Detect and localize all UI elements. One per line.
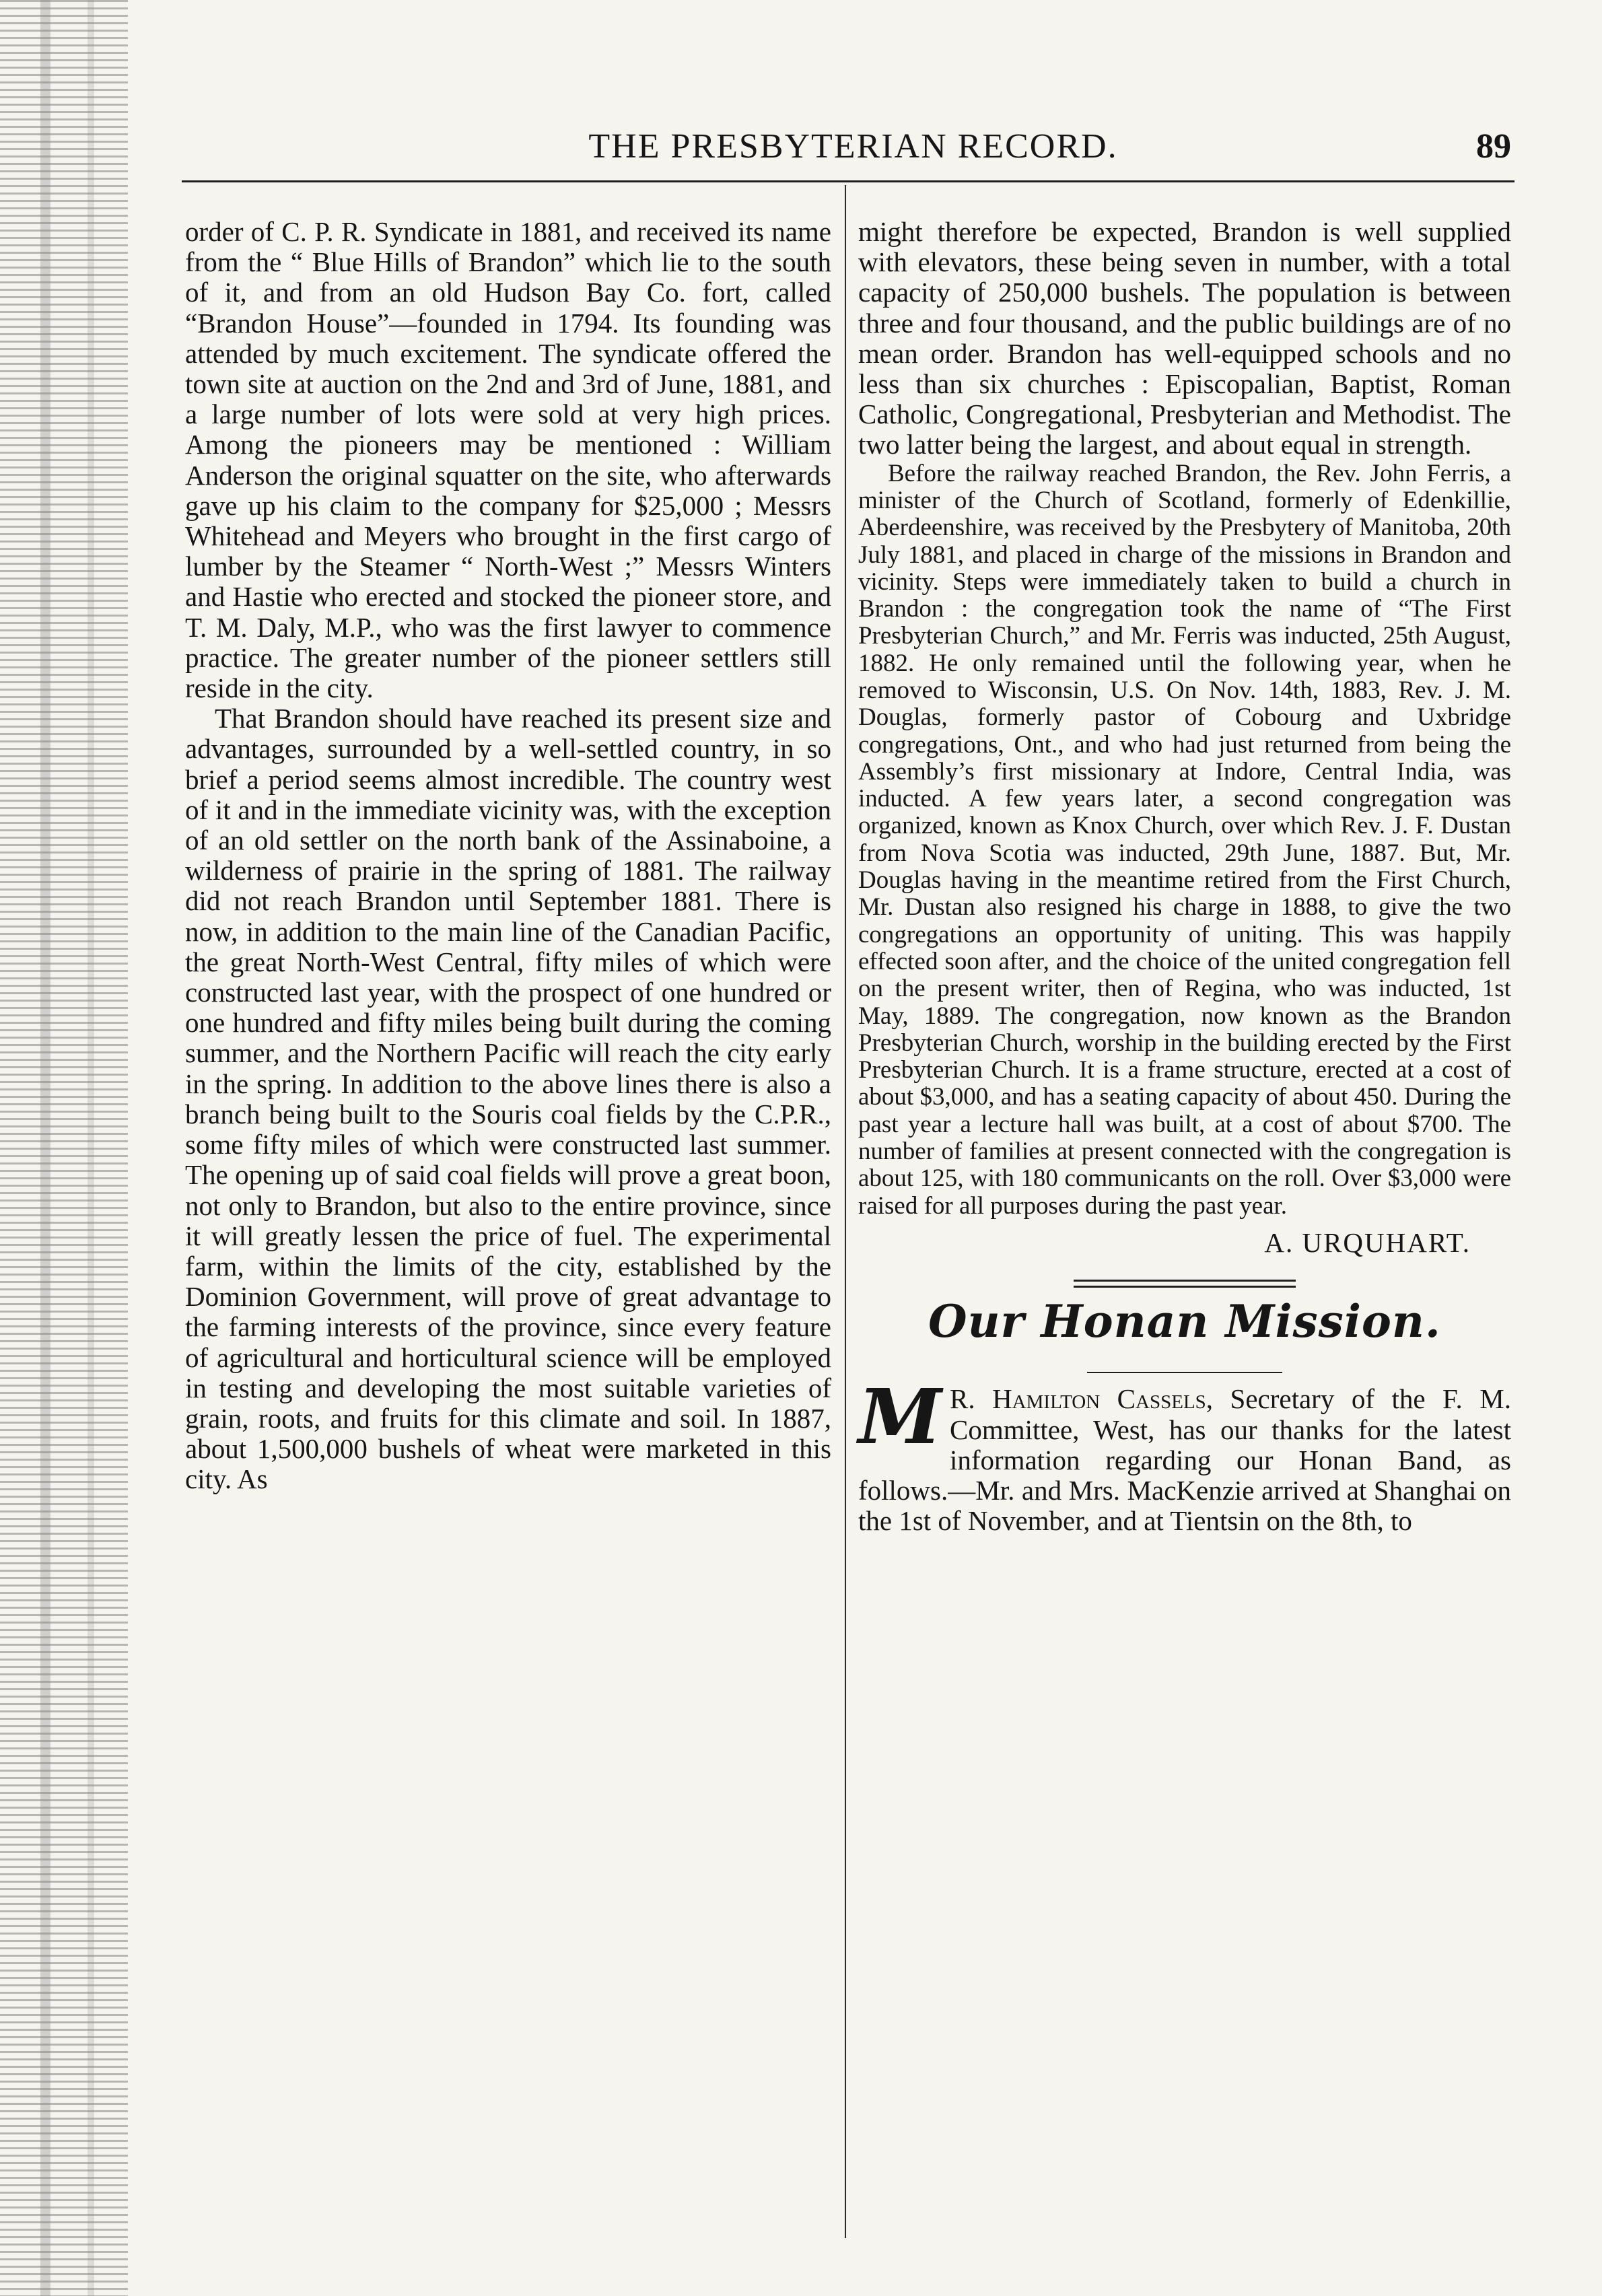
heading-rule — [1087, 1372, 1282, 1373]
mission-paragraph — [858, 1373, 1511, 1537]
column-divider — [845, 185, 846, 2238]
header-rule — [182, 180, 1514, 182]
author-signature: A. URQUHART. — [1264, 1226, 1471, 1258]
drop-cap: M — [858, 1373, 942, 1462]
running-header — [195, 121, 1511, 168]
right-paragraph-1: might therefore be expected, Brandon is well supplied with elevators, these being seven in number, with a total capacity of 250,000 bushels. The population is between three and four thousand, and the public buildings are of no mean order. Brandon has well-equipped schools and no less than six churches : Episcopalian, Baptist, Roman Catholic, Congregational, Presbyterian and Methodist. The two latter being the largest, and about equal in strength. — [858, 216, 1511, 460]
page-number: 89 — [1476, 127, 1511, 166]
mission-body: Secretary of the F. M. Committee, West, has our thanks for the latest information regarding our Honan Band, as follows.—Mr. and Mrs. MacKenzie arrived at Shanghai on the 1st of November, and at Tientsin on the 8th, to — [858, 1383, 1511, 1537]
left-paragraph-2: That Brandon should have reached its present size and advantages, surrounded by a well-settled country, in so brief a period seems almost incredible. The country west of it and in the immediate vicinity was, with the exception of an old settler on the north bank of the Assinaboine, a wilderness of prairie in the spring of 1881. The railway did not reach Brandon until September 1881. There is now, in addition to the main line of the Canadian Pacific, the great North-West Central, fifty miles of which were constructed last year, with the prospect of one hundred or one hundred and fifty miles being built during the coming summer, and the Northern Pacific will reach the city early in the spring. In addition to the above lines there is also a branch being built to the Souris coal fields by the C.P.R., some fifty miles of which were constructed last summer. The opening up of said coal fields will prove a great boon, not only to Brandon, but also to the entire province, since it will greatly lessen the price of fuel. The experimental farm, within the limits of the city, established by the Dominion Government, will prove of great advantage to the farming interests of the province, since every feature of agricultural and horticultural science will be employed in testing and developing the most suitable varieties of grain, roots, and fruits for this climate and soil. In 1887, about 1,500,000 bushels of wheat were marketed in this city. As — [185, 703, 831, 1495]
right-column — [858, 217, 1511, 1536]
left-column — [185, 217, 831, 1495]
right-paragraph-2: Before the railway reached Brandon, the Rev. John Ferris, a minister of the Church of Scotland, formerly of Edenkillie, Aberdeenshire, was received by the Presbytery of Manitoba, 20th July 1881, and placed in charge of the missions in Brandon and vicinity. Steps were immediately taken to build a church in Brandon : the congregation took the name of “The First Presbyterian Church,” and Mr. Ferris was inducted, 25th August, 1882. He only remained until the following year, when he removed to Wisconsin, U.S. On Nov. 14th, 1883, Rev. J. M. Douglas, formerly pastor of Cobourg and Uxbridge congregations, Ont., and who had just returned from being the Assembly’s first missionary at Indore, Central India, was inducted. A few years later, a second congregation was organized, known as Knox Church, over which Rev. J. F. Dustan from Nova Scotia was inducted, 29th June, 1887. But, Mr. Douglas having in the meantime retired from the First Church, Mr. Dustan also resigned his charge in 1888, to give the two congregations an opportunity of uniting. This was happily effected soon after, and the choice of the united congregation fell on the present writer, then of Regina, who was inducted, 1st May, 1889. The congregation, now known as the Brandon Presbyterian Church, worship in the building erected by the First Presbyterian Church. It is a frame structure, erected at a cost of about $3,000, and has a seating capacity of about 450. During the past year a lecture hall was built, at a cost of about $700. The number of families at present connected with the congregation is about 125, with 180 communicants on the roll. Over $3,000 were raised for all purposes during the past year. — [858, 459, 1511, 1220]
book-binding-edge — [0, 0, 128, 2296]
mission-lead-name: R. Hamilton Cassels, — [949, 1383, 1214, 1415]
left-paragraph-1: order of C. P. R. Syndicate in 1881, and received its name from the “ Blue Hills of Brandon” which lie to the south of it, and from an old Hudson Bay Co. fort, called “Brandon House”—founded in 1794. Its founding was attended by much excitement. The syndicate offered the town site at auction on the 2nd and 3rd of June, 1881, and a large number of lots were sold at very high prices. Among the pioneers may be mentioned : William Anderson the original squatter on the site, who afterwards gave up his claim to the company for $25,000 ; Messrs Whitehead and Meyers who brought in the first cargo of lumber by the Steamer “ North-West ;” Messrs Winters and Hastie who erected and stocked the pioneer store, and T. M. Daly, M.P., who was the first lawyer to commence practice. The greater number of the pioneer settlers still reside in the city. — [185, 216, 831, 704]
section-heading: Our Honan Mission. — [928, 1295, 1441, 1348]
double-rule-divider — [1074, 1280, 1296, 1288]
publication-title: THE PRESBYTERIAN RECORD. — [588, 127, 1118, 166]
